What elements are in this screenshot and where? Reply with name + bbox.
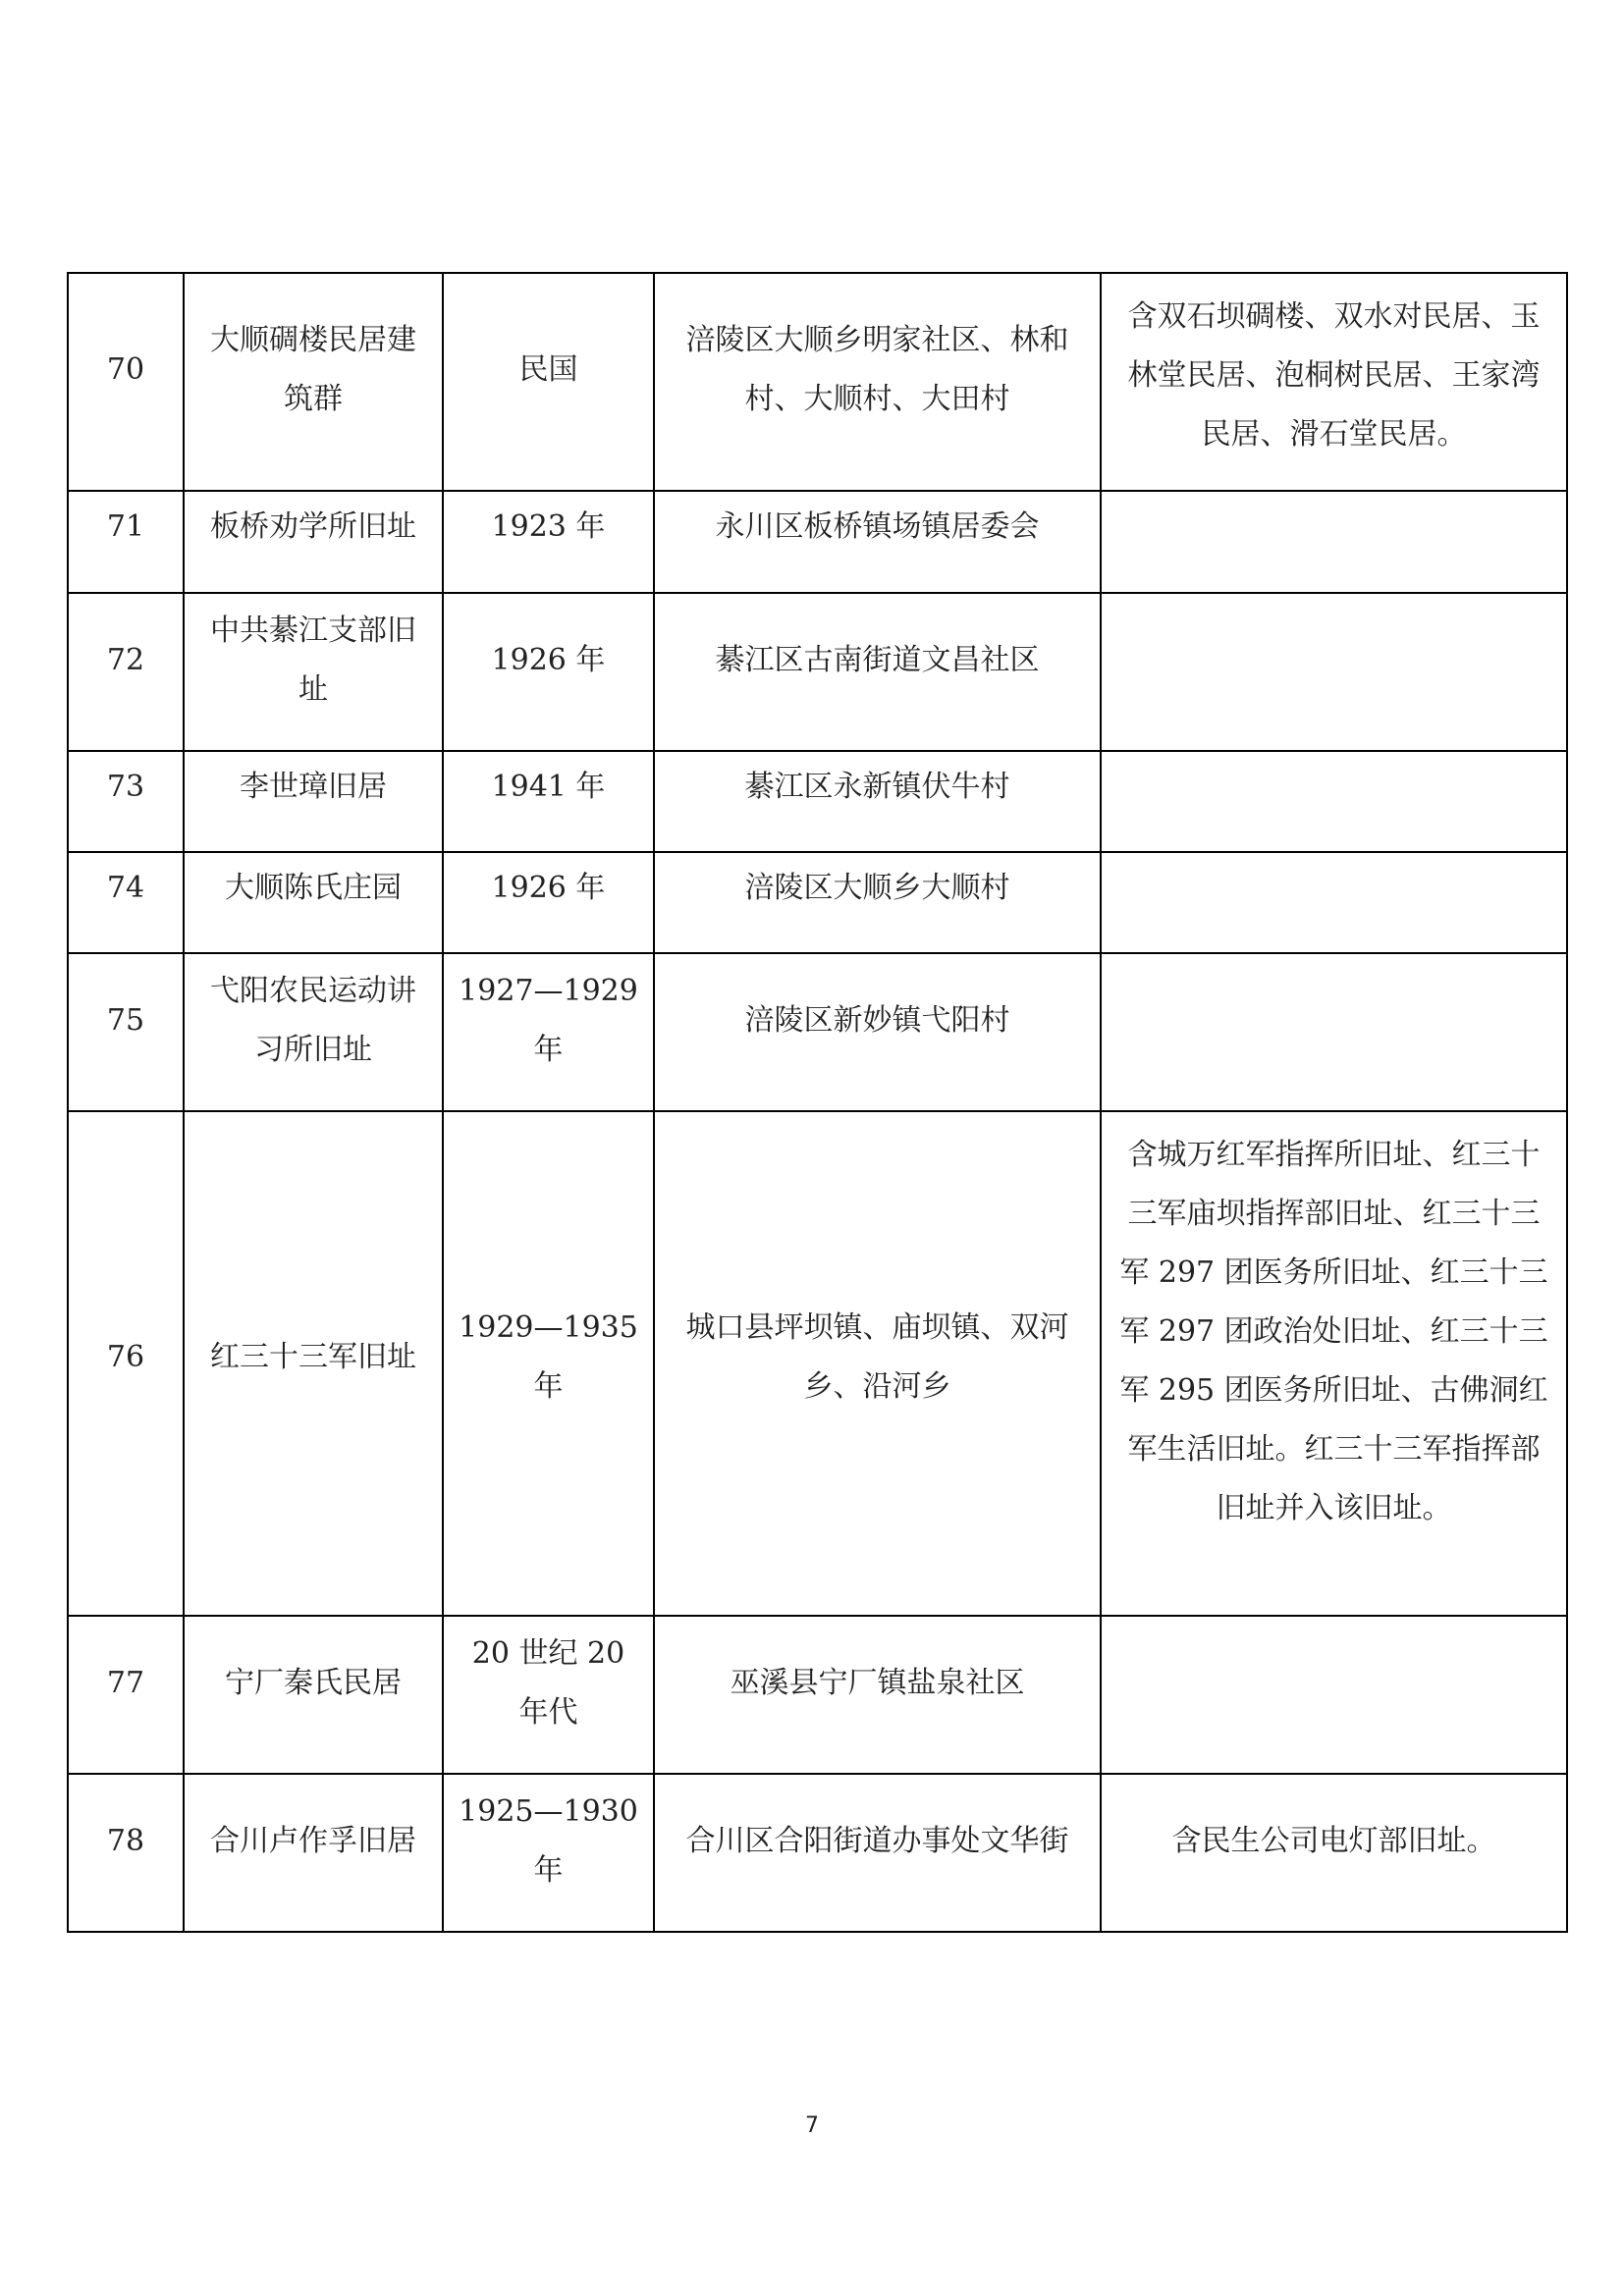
era-cell <box>443 852 654 953</box>
row-number-cell <box>68 852 184 953</box>
page-number: 7 <box>805 2113 819 2138</box>
site-name: 李世璋旧居 <box>240 770 387 804</box>
era-cell <box>443 491 654 593</box>
table-row <box>68 852 1567 953</box>
era: 1926 年 <box>491 643 606 677</box>
note-cell <box>1101 852 1567 953</box>
row-number-cell <box>68 593 184 751</box>
era: 1923 年 <box>491 509 606 544</box>
location: 涪陵区大顺乡明家社区、林和村、大顺村、大田村 <box>685 323 1069 416</box>
location-cell <box>654 593 1101 751</box>
note-cell <box>1101 1111 1567 1616</box>
row-number-cell <box>68 1774 184 1932</box>
location: 涪陵区新妙镇弋阳村 <box>744 1003 1010 1038</box>
location-cell <box>654 852 1101 953</box>
table-row <box>68 1774 1567 1932</box>
location-cell <box>654 1616 1101 1774</box>
era: 1929—1935 年 <box>459 1310 638 1404</box>
note-cell <box>1101 1616 1567 1774</box>
row-number-cell <box>68 953 184 1111</box>
site-name-cell <box>184 953 443 1111</box>
site-name-cell <box>184 1111 443 1616</box>
location: 城口县坪坝镇、庙坝镇、双河乡、沿河乡 <box>685 1310 1069 1404</box>
heritage-list-table <box>67 272 1568 1933</box>
era-cell <box>443 273 654 491</box>
location: 綦江区永新镇伏牛村 <box>744 770 1010 804</box>
era: 1925—1930 年 <box>459 1794 638 1888</box>
row-number-cell <box>68 491 184 593</box>
era-cell <box>443 1111 654 1616</box>
note: 含民生公司电灯部旧址。 <box>1171 1824 1496 1858</box>
row-number: 72 <box>106 643 145 677</box>
table-row <box>68 1616 1567 1774</box>
row-number-cell <box>68 273 184 491</box>
location: 永川区板桥镇场镇居委会 <box>715 509 1040 544</box>
era-cell <box>443 751 654 852</box>
location: 涪陵区大顺乡大顺村 <box>744 871 1010 905</box>
site-name-cell <box>184 273 443 491</box>
era: 民国 <box>518 352 578 387</box>
row-number: 77 <box>106 1666 145 1700</box>
era-cell <box>443 593 654 751</box>
row-number: 75 <box>106 1003 145 1038</box>
era-cell <box>443 1616 654 1774</box>
era-cell <box>443 953 654 1111</box>
note-cell <box>1101 593 1567 751</box>
table-row <box>68 491 1567 593</box>
table-row <box>68 1111 1567 1616</box>
note-cell <box>1101 1774 1567 1932</box>
site-name: 红三十三军旧址 <box>210 1340 416 1374</box>
row-number-cell <box>68 1111 184 1616</box>
location-cell <box>654 953 1101 1111</box>
era: 20 世纪 20 年代 <box>471 1636 625 1730</box>
location-cell <box>654 273 1101 491</box>
row-number: 71 <box>106 509 145 544</box>
site-name-cell <box>184 751 443 852</box>
site-name: 中共綦江支部旧址 <box>210 614 416 707</box>
note: 含双石坝碉楼、双水对民居、玉林堂民居、泡桐树民居、王家湾民居、滑石堂民居。 <box>1127 299 1541 452</box>
note-cell <box>1101 491 1567 593</box>
row-number: 74 <box>106 871 145 905</box>
site-name: 大顺陈氏庄园 <box>225 871 402 905</box>
row-number: 73 <box>106 770 145 804</box>
note-cell <box>1101 751 1567 852</box>
era-cell <box>443 1774 654 1932</box>
site-name-cell <box>184 1774 443 1932</box>
row-number: 78 <box>106 1824 145 1858</box>
site-name-cell <box>184 852 443 953</box>
table-row <box>68 273 1567 491</box>
site-name: 弋阳农民运动讲习所旧址 <box>210 974 416 1067</box>
site-name-cell <box>184 593 443 751</box>
location: 綦江区古南街道文昌社区 <box>715 643 1040 677</box>
row-number: 76 <box>106 1340 145 1374</box>
site-name: 合川卢作孚旧居 <box>210 1824 416 1858</box>
table-row <box>68 593 1567 751</box>
table-row <box>68 953 1567 1111</box>
era: 1941 年 <box>491 770 606 804</box>
site-name-cell <box>184 491 443 593</box>
site-name: 大顺碉楼民居建筑群 <box>210 323 416 416</box>
row-number-cell <box>68 1616 184 1774</box>
site-name-cell <box>184 1616 443 1774</box>
row-number: 70 <box>106 352 145 387</box>
era: 1926 年 <box>491 871 606 905</box>
location: 巫溪县宁厂镇盐泉社区 <box>730 1666 1025 1700</box>
note-cell <box>1101 953 1567 1111</box>
location-cell <box>654 1774 1101 1932</box>
location-cell <box>654 1111 1101 1616</box>
row-number-cell <box>68 751 184 852</box>
era: 1927—1929 年 <box>459 974 638 1067</box>
site-name: 板桥劝学所旧址 <box>210 509 416 544</box>
location: 合川区合阳街道办事处文华街 <box>685 1824 1069 1858</box>
location-cell <box>654 751 1101 852</box>
note: 含城万红军指挥所旧址、红三十三军庙坝指挥部旧址、红三十三军 297 团医务所旧址、红三十三军 297 团政治处旧址、红三十三军 295 团医务所旧址、古佛洞红军生活旧址。红三十三军指挥部旧址并入该旧址。 <box>1119 1138 1548 1525</box>
site-name: 宁厂秦氏民居 <box>225 1666 402 1700</box>
table-row <box>68 751 1567 852</box>
location-cell <box>654 491 1101 593</box>
note-cell <box>1101 273 1567 491</box>
table-body <box>68 273 1567 1932</box>
